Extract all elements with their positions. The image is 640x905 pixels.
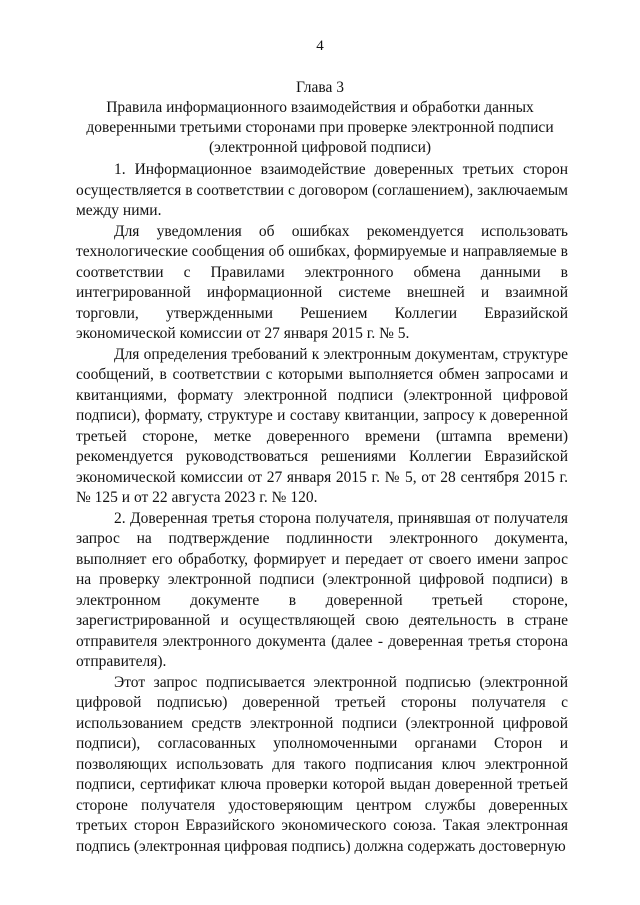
chapter-title-line: (электронной цифровой подписи) xyxy=(208,139,432,156)
chapter-number: Глава 3 xyxy=(295,79,345,96)
chapter-heading xyxy=(60,78,580,158)
paragraph: Этот запрос подписывается электронной подписью (электронной цифровой подписью) доверенной третьей стороны получателя с использованием средств электронной подписи (электронной цифровой подписи), согласованных уполномоченными органами Сторон и позволяющих использовать для такого подписания ключ электронной подписи, сертификат ключа проверки которой выдан доверенной третьей стороне получателя удостоверяющим центром службы доверенных третьих сторон Евразийского экономического союза. Такая электронная подпись (электронная цифровая подпись) должна содержать достоверную xyxy=(76,673,568,855)
paragraph: 2. Доверенная третья сторона получателя, принявшая от получателя запрос на подтверждение подлинности электронного документа, выполняет его обработку, формирует и передает от своего имени запрос на проверку электронной подписи (электронной цифровой подписи) в электронном документе в доверенной третьей стороне, зарегистрированной и осуществляющей свою деятельность в стране отправителя электронного документа (далее - доверенная третья сторона отправителя). xyxy=(76,509,568,670)
page-number: 4 xyxy=(316,38,324,54)
chapter-title-line: Правила информационного взаимодействия и обработки данных xyxy=(106,99,534,116)
paragraph: 1. Информационное взаимодействие доверенных третьих сторон осуществляется в соответствии с договором (соглашением), заключаемым между ними. xyxy=(76,161,568,219)
paragraph: Для уведомления об ошибках рекомендуется использовать технологические сообщения об ошибках, формируемые и направляемые в соответствии с Правилами электронного обмена данными в интегрированной информационной системе внешней и взаимной торговли, утвержденными Решением Коллегии Евразийской экономической комиссии от 27 января 2015 г. № 5. xyxy=(76,222,568,342)
chapter-title-line: доверенными третьими сторонами при проверке электронной подписи xyxy=(86,119,554,136)
paragraph: Для определения требований к электронным документам, структуре сообщений, в соответствии с которыми выполняется обмен запросами и квитанциями, формату электронной подписи (электронной цифровой подписи), формату, структуре и составу квитанции, запросу к доверенной третьей стороне, метке доверенного времени (штампа времени) рекомендуется руководствоваться решениями Коллегии Евразийской экономической комиссии от 27 января 2015 г. № 5, от 28 сентября 2015 г. № 125 и от 22 августа 2023 г. № 120. xyxy=(76,345,568,506)
document-body xyxy=(76,160,568,857)
